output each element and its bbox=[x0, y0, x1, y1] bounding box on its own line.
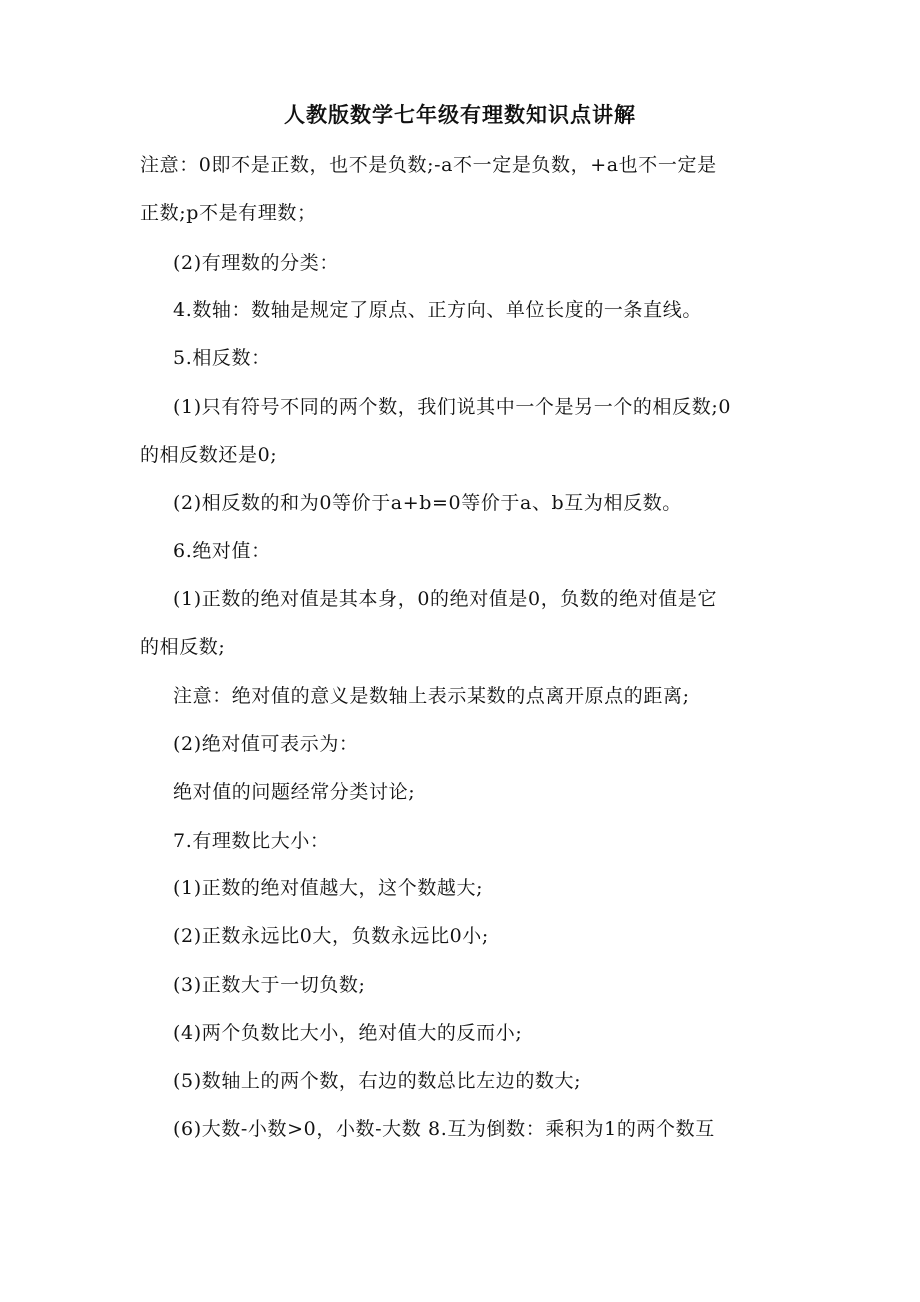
text-line: 6.绝对值： bbox=[173, 540, 271, 562]
text-line: (4)两个负数比大小，绝对值大的反而小; bbox=[173, 1022, 523, 1044]
text-line: (2)有理数的分类： bbox=[173, 252, 339, 274]
text-line: 7.有理数比大小： bbox=[173, 830, 330, 852]
text-line: 绝对值的问题经常分类讨论; bbox=[173, 781, 416, 803]
text-line: (1)正数的绝对值是其本身，0的绝对值是0，负数的绝对值是它 bbox=[173, 588, 718, 610]
text-line: (6)大数-小数>0，小数-大数 8.互为倒数：乘积为1的两个数互 bbox=[173, 1118, 715, 1140]
document-title: 人教版数学七年级有理数知识点讲解 bbox=[284, 103, 636, 127]
text-line: 的相反数还是0; bbox=[140, 444, 278, 466]
text-line: (5)数轴上的两个数，右边的数总比左边的数大; bbox=[173, 1070, 582, 1092]
text-line: 的相反数; bbox=[140, 636, 226, 658]
text-line: 注意：0即不是正数，也不是负数;-a不一定是负数，+a也不一定是 bbox=[140, 154, 717, 176]
text-line: (2)绝对值可表示为： bbox=[173, 733, 359, 755]
text-line: 注意：绝对值的意义是数轴上表示某数的点离开原点的距离; bbox=[173, 685, 690, 707]
text-line: 4.数轴：数轴是规定了原点、正方向、单位长度的一条直线。 bbox=[173, 299, 702, 321]
text-line: (2)相反数的和为0等价于a+b=0等价于a、b互为相反数。 bbox=[173, 492, 682, 514]
text-line: (1)正数的绝对值越大，这个数越大; bbox=[173, 877, 484, 899]
text-line: (2)正数永远比0大，负数永远比0小; bbox=[173, 925, 489, 947]
text-line: (3)正数大于一切负数; bbox=[173, 974, 366, 996]
text-line: 5.相反数： bbox=[173, 347, 271, 369]
text-line: 正数;p不是有理数； bbox=[140, 202, 317, 224]
text-line: (1)只有符号不同的两个数，我们说其中一个是另一个的相反数;0 bbox=[173, 396, 732, 418]
